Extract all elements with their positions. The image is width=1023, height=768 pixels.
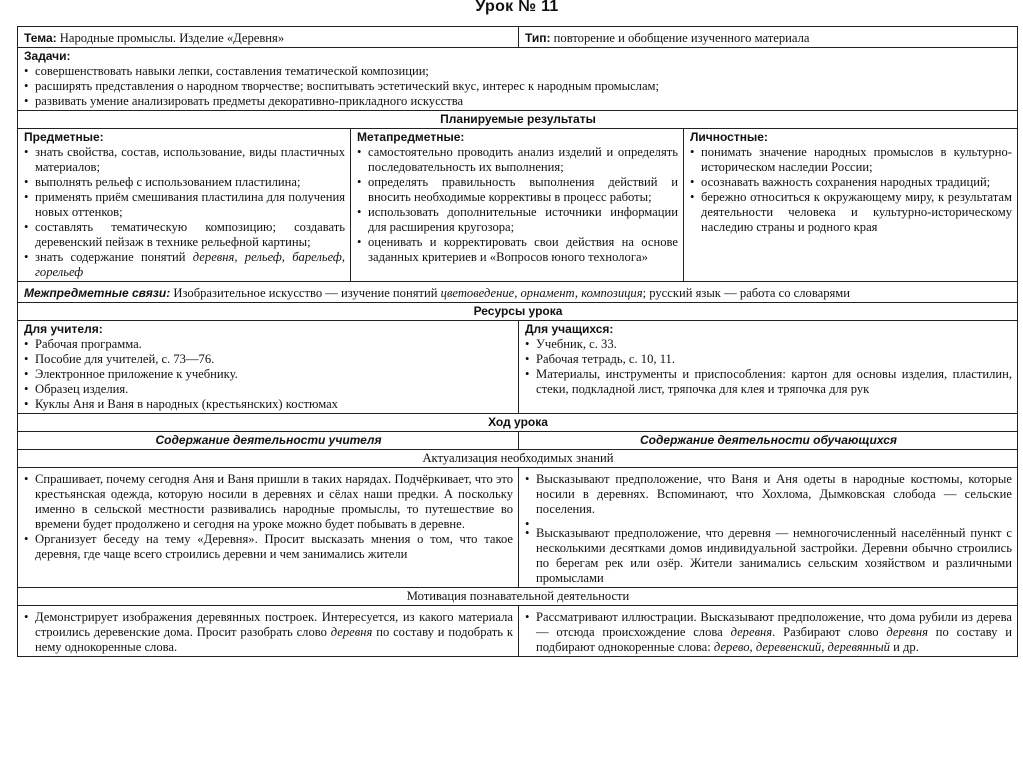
student-column-header: Содержание деятельности обучающихся: [519, 432, 1018, 450]
interdisciplinary-terms: цветоведение, орнамент, композиция: [440, 286, 643, 300]
interdisciplinary-cell: [18, 282, 1018, 303]
list-item: • совершенствовать навыки лепки, составления тематической композиции;: [24, 64, 1012, 79]
resources-row: [18, 321, 1018, 414]
teacher-column-header: Содержание деятельности учителя: [18, 432, 519, 450]
type-value: повторение и обобщение изученного материала: [553, 31, 810, 45]
list-item-terms: деревня, рельеф, барельеф, горельеф: [35, 250, 345, 279]
teacher-resources-cell: [18, 321, 519, 414]
planned-results-title: Планируемые результаты: [18, 111, 1018, 129]
meta-results-list: [357, 145, 678, 265]
list-item-term: деревня: [730, 625, 773, 639]
list-item: • Рабочая тетрадь, с. 10, 11.: [525, 352, 1012, 367]
student-activity-cell: [519, 468, 1018, 588]
list-item-text: . Разбирают слово: [772, 625, 887, 639]
personal-results-list: [690, 145, 1012, 235]
topic-cell: [18, 27, 519, 48]
list-item: • применять приём смешивания пластилина для получения новых оттенков;: [24, 190, 345, 220]
list-item-term: деревня: [886, 625, 928, 639]
student-activity-cell: [519, 606, 1018, 657]
list-item: • Образец изделия.: [24, 382, 513, 397]
list-item: • Спрашивает, почему сегодня Аня и Ваня пришли в таких нарядах. Подчёркивает, что это крестьянская одежда, которую носили в деревнях и сёлах наши предки. А поскольку именно в сельской местности развивались народные промыслы, то путешествие во времени будет продолжено и сегодня на уроке можно будет побывать в деревне.: [24, 472, 513, 532]
list-item: [525, 610, 1012, 655]
meta-results-cell: [351, 129, 684, 282]
teacher-activity-list: [24, 610, 513, 655]
interdisciplinary-prefix: Изобразительное искусство — изучение понятий: [170, 286, 441, 300]
tasks-list: [24, 64, 1012, 109]
list-item: • бережно относиться к окружающему миру, к результатам деятельности человека и культурно-историческому наследию страны и родного края: [690, 190, 1012, 235]
planned-results-row: [18, 129, 1018, 282]
list-item: • составлять тематическую композицию; создавать деревенский пейзаж в технике рельефной картины;: [24, 220, 345, 250]
resources-header-row: [18, 303, 1018, 321]
list-spacer: [525, 517, 1012, 526]
teacher-activity-cell: [18, 468, 519, 588]
teacher-resources-label: Для учителя:: [24, 322, 103, 336]
tasks-row: [18, 48, 1018, 111]
lesson-plan-page: [17, 0, 1017, 657]
list-item-text: Рассматривают иллюстрации. Высказывают предположение, что дома рубили из дерева — отсюда происхождение слова: [536, 610, 1012, 639]
list-item-text: по составу и подобрать к нему однокоренные слова.: [35, 625, 513, 654]
topic-row: [18, 27, 1018, 48]
student-activity-list: [525, 472, 1012, 586]
list-item-term: дерево, деревенский, деревянный: [713, 640, 890, 654]
student-resources-list: [525, 337, 1012, 397]
resources-title: Ресурсы урока: [18, 303, 1018, 321]
list-item: • Электронное приложение к учебнику.: [24, 367, 513, 382]
list-item: • Рабочая программа.: [24, 337, 513, 352]
topic-value: Народные промыслы. Изделие «Деревня»: [59, 31, 285, 45]
stage-title: Актуализация необходимых знаний: [18, 450, 1018, 468]
personal-results-label: Личностные:: [690, 130, 768, 144]
personal-results-cell: [684, 129, 1018, 282]
list-item: [24, 250, 345, 280]
list-item: • самостоятельно проводить анализ изделий и определять последовательность их выполнения;: [357, 145, 678, 175]
tasks-cell: [18, 48, 1018, 111]
list-item: • Учебник, с. 33.: [525, 337, 1012, 352]
list-item: • использовать дополнительные источники информации для расширения кругозора;: [357, 205, 678, 235]
lesson-flow-header-row: [18, 414, 1018, 432]
lesson-plan-table: [17, 26, 1018, 657]
list-item: • Высказывают предположение, что деревня — немногочисленный населённый пункт с несколькими десятками домов индивидуальной застройки. Деревни обычно строились по берегам рек или озёр. Жители занимались сельским хозяйством и различными промыслами: [525, 526, 1012, 586]
student-activity-list: [525, 610, 1012, 655]
topic-label: Тема:: [24, 31, 57, 45]
list-item-text: и др.: [889, 640, 919, 654]
list-item: • выполнять рельеф с использованием пластилина;: [24, 175, 345, 190]
stage-title: Мотивация познавательной деятельности: [18, 588, 1018, 606]
student-resources-cell: [519, 321, 1018, 414]
list-item: • расширять представления о народном творчестве; воспитывать эстетический вкус, интерес к народным промыслам;: [24, 79, 1012, 94]
list-item-text: по составу и подбирают однокоренные слова:: [536, 625, 1012, 654]
stage-content-row: [18, 468, 1018, 588]
interdisciplinary-label: Межпредметные связи:: [24, 286, 171, 300]
list-item: [24, 610, 513, 655]
stage-content-row: [18, 606, 1018, 657]
lesson-title: Урок № 11: [475, 0, 559, 15]
interdisciplinary-suffix: ; русский язык — работа со словарями: [642, 286, 851, 300]
teacher-resources-list: [24, 337, 513, 412]
subject-results-list: [24, 145, 345, 280]
teacher-activity-cell: [18, 606, 519, 657]
list-item: • определять правильность выполнения действий и вносить необходимые коррективы в процесс работы;: [357, 175, 678, 205]
type-label: Тип:: [525, 31, 551, 45]
list-item: • Высказывают предположение, что Ваня и Аня одеты в народные костюмы, которые носили в деревнях. Вспоминают, что Хохлома, Дымковская слобода — сельские поселения.: [525, 472, 1012, 517]
list-item: • оценивать и корректировать свои действия на основе заданных критериев и «Вопросов юного технолога»: [357, 235, 678, 265]
list-item: • Материалы, инструменты и приспособления: картон для основы изделия, пластилин, стеки, подкладной лист, тряпочка для клея и тряпочка для рук: [525, 367, 1012, 397]
interdisciplinary-row: [18, 282, 1018, 303]
type-cell: [519, 27, 1018, 48]
teacher-activity-list: [24, 472, 513, 562]
subject-results-cell: [18, 129, 351, 282]
list-item: • развивать умение анализировать предметы декоративно-прикладного искусства: [24, 94, 1012, 109]
list-item: • Пособие для учителей, с. 73—76.: [24, 352, 513, 367]
meta-results-label: Метапредметные:: [357, 130, 465, 144]
list-item: • Куклы Аня и Ваня в народных (крестьянских) костюмах: [24, 397, 513, 412]
list-item: • знать свойства, состав, использование, виды пластичных материалов;: [24, 145, 345, 175]
list-item-text: Демонстрирует изображения деревянных построек. Интересуется, из какого материала строились деревенские дома. Просит разобрать слово: [35, 610, 513, 639]
list-item: • Организует беседу на тему «Деревня». Просит высказать мнения о том, что такое деревня, где чаще всего строились деревни и чем занимались жители: [24, 532, 513, 562]
list-item-term: деревня: [330, 625, 373, 639]
subject-results-label: Предметные:: [24, 130, 104, 144]
planned-results-header-row: [18, 111, 1018, 129]
list-item: • осознавать важность сохранения народных традиций;: [690, 175, 1012, 190]
list-item-text: знать содержание понятий: [35, 250, 193, 264]
stage-title-row: [18, 450, 1018, 468]
lesson-flow-columns-row: [18, 432, 1018, 450]
tasks-label: Задачи:: [24, 49, 71, 63]
list-item: • понимать значение народных промыслов в культурно-историческом наследии России;: [690, 145, 1012, 175]
lesson-flow-title: Ход урока: [18, 414, 1018, 432]
stage-title-row: [18, 588, 1018, 606]
student-resources-label: Для учащихся:: [525, 322, 614, 336]
